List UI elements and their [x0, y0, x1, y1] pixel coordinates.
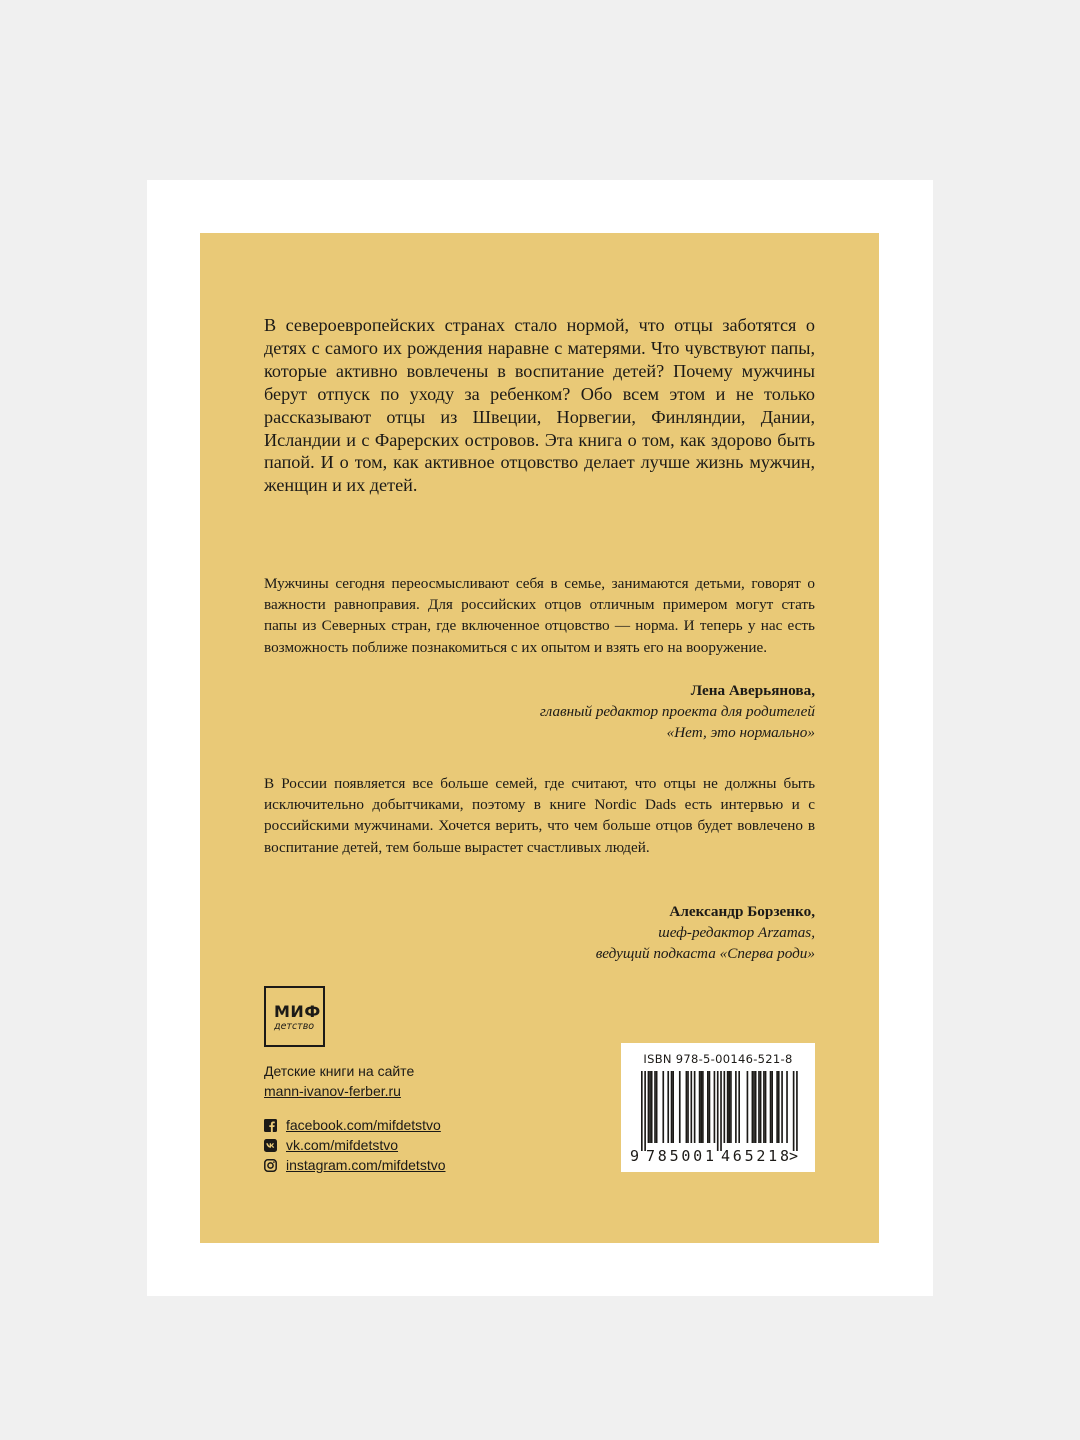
barcode-bar — [738, 1071, 740, 1143]
barcode-bar — [691, 1071, 693, 1143]
barcode-bar — [714, 1071, 716, 1143]
barcode-bars — [641, 1071, 798, 1151]
barcode-bar — [771, 1071, 773, 1143]
barcode-bar — [707, 1071, 709, 1143]
barcode-bar — [648, 1071, 650, 1143]
barcode-bar — [755, 1071, 757, 1143]
barcode-bar — [720, 1071, 722, 1151]
facebook-icon — [264, 1119, 277, 1132]
review-role-2-line1: шеф-редактор Arzamas, — [658, 924, 815, 942]
barcode-bar — [778, 1071, 780, 1143]
barcode-bar — [686, 1071, 688, 1143]
publisher-logo — [264, 986, 325, 1047]
barcode-bar — [644, 1071, 646, 1151]
site-label: Детские книги на сайте — [264, 1063, 415, 1079]
barcode-bar — [672, 1071, 674, 1143]
barcode-bar — [694, 1071, 696, 1143]
barcode-bar — [702, 1071, 704, 1143]
barcode-bar — [717, 1071, 719, 1151]
barcode-bar — [641, 1071, 643, 1151]
barcode-bar — [752, 1071, 754, 1143]
isbn-label: ISBN 978-5-00146-521-8 — [643, 1052, 793, 1066]
barcode-graphic — [621, 1043, 815, 1172]
barcode-bar — [786, 1071, 788, 1143]
review-attribution-2 — [596, 901, 815, 965]
barcode-bar — [656, 1071, 658, 1143]
social-row-instagram[interactable] — [264, 1155, 446, 1175]
barcode-bar — [760, 1071, 762, 1143]
barcode-bar — [654, 1071, 656, 1143]
barcode-bar — [724, 1071, 726, 1143]
barcode-digits-right: 465218 — [721, 1147, 789, 1165]
barcode-bar — [781, 1071, 783, 1143]
barcode-bar — [728, 1071, 730, 1143]
instagram-link[interactable]: instagram.com/mifdetstvo — [286, 1157, 446, 1173]
review-attribution-1 — [540, 680, 815, 744]
barcode-digit-first: 9 — [630, 1147, 640, 1165]
facebook-link[interactable]: facebook.com/mifdetstvo — [286, 1117, 441, 1133]
barcode-bar — [753, 1071, 755, 1143]
isbn-barcode — [621, 1043, 815, 1172]
barcode-bar — [730, 1071, 732, 1143]
barcode-bar — [667, 1071, 669, 1143]
review-author-1: Лена Аверьянова, — [690, 682, 815, 699]
instagram-icon — [264, 1159, 277, 1172]
logo-sub-text: детство — [274, 1021, 315, 1032]
barcode-bar — [747, 1071, 749, 1143]
vk-link[interactable]: vk.com/mifdetstvo — [286, 1137, 399, 1153]
social-row-facebook[interactable] — [264, 1115, 446, 1135]
barcode-bar — [776, 1071, 778, 1143]
barcode-bar — [770, 1071, 772, 1143]
vk-icon — [264, 1139, 277, 1152]
review-role-1-line2: «Нет, это нормально» — [666, 724, 815, 742]
barcode-quiet-mark: > — [789, 1147, 799, 1165]
barcode-bar — [709, 1071, 711, 1143]
review-author-2: Александр Борзенко, — [669, 903, 815, 920]
publisher-site — [264, 1061, 414, 1101]
barcode-bar — [671, 1071, 673, 1143]
review-role-2-line2: ведущий подкаста «Сперва роди» — [595, 945, 815, 963]
barcode-bar — [727, 1071, 729, 1143]
review-role-1-line1: главный редактор проекта для родителей — [539, 703, 815, 721]
review-quote-2: В России появляется все больше семей, где считают, что отцы не должны быть исключительно добытчиками, поэтому в книге Nordic Dads есть интервью и с российскими мужчинами. Хочется верить, что чем больше отцов будет вовлечено в воспитание детей, тем больше вырастет счастливых людей. — [264, 775, 815, 856]
site-url-link[interactable]: mann-ivanov-ferber.ru — [264, 1083, 401, 1099]
barcode-bar — [758, 1071, 760, 1143]
social-links — [264, 1115, 446, 1175]
barcode-bar — [662, 1071, 664, 1143]
barcode-bar — [649, 1071, 651, 1143]
barcode-bar — [700, 1071, 702, 1143]
barcode-bar — [699, 1071, 701, 1143]
barcode-bar — [679, 1071, 681, 1143]
barcode-bar — [796, 1071, 798, 1151]
blurb-text: В североевропейских странах стало нормой, что отцы заботятся о детях с самого их рождения наравне с матерями. Что чувствуют папы, которые активно вовлечены в воспитание детей? Почему мужчины берут отпуск по уходу за ребенком? Обо всем этом и не только рассказывают отцы из Швеции, Норвегии, Финляндии, Дании, Исландии и с Фарерских островов. Эта книга о том, как здорово быть папой. И о том, как активное отцовство делает лучше жизнь мужчин, женщин и их детей. — [264, 315, 815, 496]
barcode-bar — [735, 1071, 737, 1143]
barcode-digits-left: 785001 — [646, 1147, 714, 1165]
review-quote-1: Мужчины сегодня переосмысливают себя в семье, занимаются детьми, говорят о важности равноправия. Для российских отцов отличным примером могут стать папы из Северных стран, где включенное отцовство — норма. И теперь у нас есть возможность поближе познакомиться с их опытом и взять его на вооружение. — [264, 575, 815, 656]
barcode-bar — [687, 1071, 689, 1143]
barcode-bar — [793, 1071, 795, 1151]
barcode-bar — [763, 1071, 765, 1143]
logo-main-text: МИФ — [274, 1002, 321, 1021]
barcode-bar — [651, 1071, 653, 1143]
barcode-bar — [765, 1071, 767, 1143]
social-row-vk[interactable] — [264, 1135, 446, 1155]
